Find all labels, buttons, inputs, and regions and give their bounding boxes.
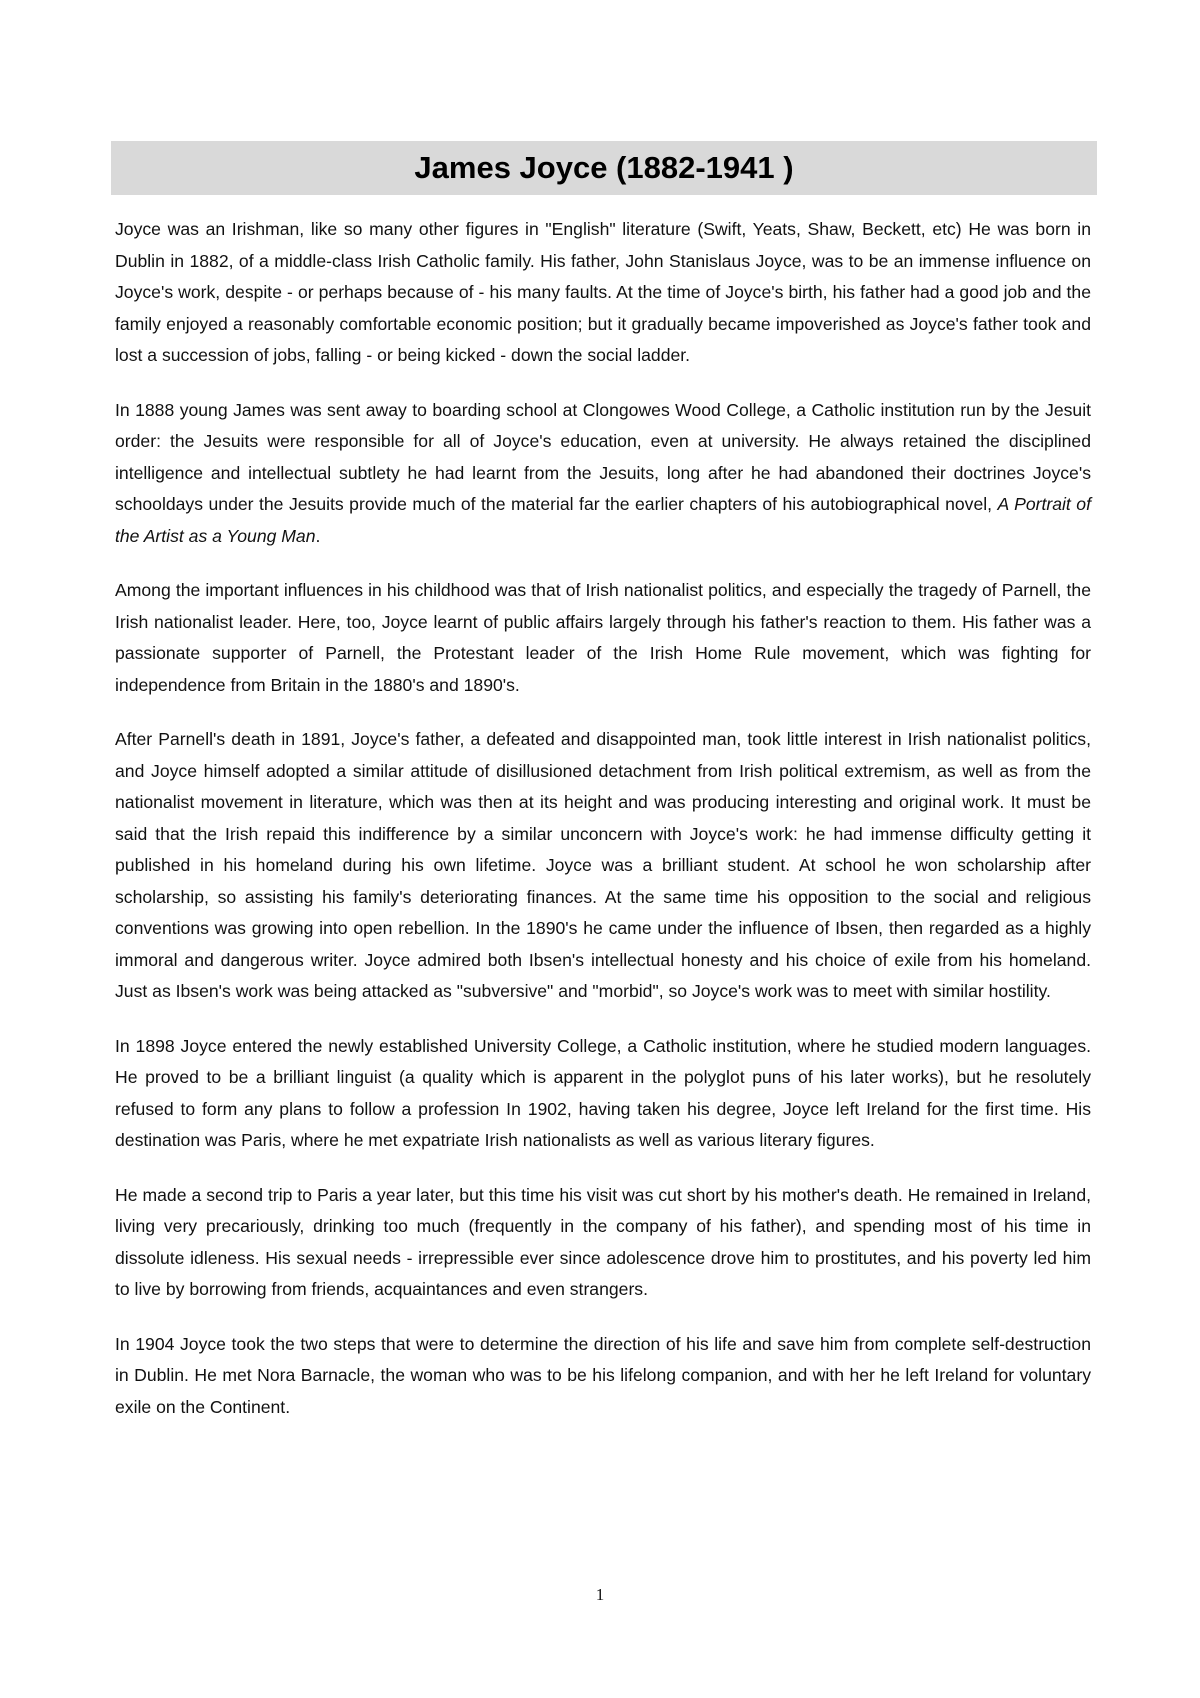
document-body [115,214,1091,1446]
paragraph-university: In 1898 Joyce entered the newly established University College, a Catholic institution, where he studied modern languages. He proved to be a brilliant linguist (a quality which is apparent in the polyglot puns of his later works), but he resolutely refused to form any plans to follow a profession In 1902, having taken his degree, Joyce left Ireland for the first time. His destination was Paris, where he met expatriate Irish nationalists as well as various literary figures. [115,1035,1091,1150]
paragraph-jesuit-education [115,395,1091,553]
title-banner [111,141,1097,195]
novel-title: A Portrait of the Artist as a Young Man [115,494,1091,546]
paragraph-text: In 1888 young James was sent away to boarding school at Clongowes Wood College, a Catholic institution run by the Jesuit order: the Jesuits were responsible for all of Joyce's education, even at university. He always retained the disciplined intelligence and intellectual subtlety he had learnt from the Jesuits, long after he had abandoned their doctrines Joyce's schooldays under the Jesuits provide much of the material far the earlier chapters of his autobiographical novel, [115,399,1091,514]
paragraph-after-parnell: After Parnell's death in 1891, Joyce's father, a defeated and disappointed man, took little interest in Irish nationalist politics, and Joyce himself adopted a similar attitude of disillusioned detachment from Irish political extremism, as well as from the nationalist movement in literature, which was then at its height and was producing interesting and original work. It must be said that the Irish repaid this indifference by a similar unconcern with Joyce's work: he had immense difficulty getting it published in his homeland during his own lifetime. Joyce was a brilliant student. At school he won scholarship after scholarship, so assisting his family's deteriorating finances. At the same time his opposition to the social and religious conventions was growing into open rebellion. In the 1890's he came under the influence of Ibsen, then regarded as a highly immoral and dangerous writer. Joyce admired both Ibsen's intellectual honesty and his choice of exile from his homeland. Just as Ibsen's work was being attacked as "subversive" and "morbid", so Joyce's work was to meet with similar hostility. [115,729,1091,1001]
page-title: James Joyce (1882-1941 ) [414,150,794,185]
page-number: 1 [595,1585,605,1604]
paragraph-exile: In 1904 Joyce took the two steps that were to determine the direction of his life and save him from complete self-destruction in Dublin. He met Nora Barnacle, the woman who was to be his lifelong companion, and with her he left Ireland for voluntary exile on the Continent. [115,1333,1091,1417]
paragraph-text-end: . [315,525,321,546]
paragraph-early-life: Joyce was an Irishman, like so many other figures in "English" literature (Swift, Yeats, Shaw, Beckett, etc) He was born in Dublin in 1882, of a middle-class Irish Catholic family. His father, John Stanislaus Joyce, was to be an immense influence on Joyce's work, despite - or perhaps because of - his many faults. At the time of Joyce's birth, his father had a good job and the family enjoyed a reasonably comfortable economic position; but it gradually became impoverished as Joyce's father took and lost a succession of jobs, falling - or being kicked - down the social ladder. [115,219,1091,365]
paragraph-parnell: Among the important influences in his childhood was that of Irish nationalist politics, and especially the tragedy of Parnell, the Irish nationalist leader. Here, too, Joyce learnt of public affairs largely through his father's reaction to them. His father was a passionate supporter of Parnell, the Protestant leader of the Irish Home Rule movement, which was fighting for independence from Britain in the 1880's and 1890's. [115,580,1091,695]
paragraph-paris: He made a second trip to Paris a year later, but this time his visit was cut short by his mother's death. He remained in Ireland, living very precariously, drinking too much (frequently in the company of his father), and spending most of his time in dissolute idleness. His sexual needs - irrepressible ever since adolescence drove him to prostitutes, and his poverty led him to live by borrowing from friends, acquaintances and even strangers. [115,1184,1091,1299]
